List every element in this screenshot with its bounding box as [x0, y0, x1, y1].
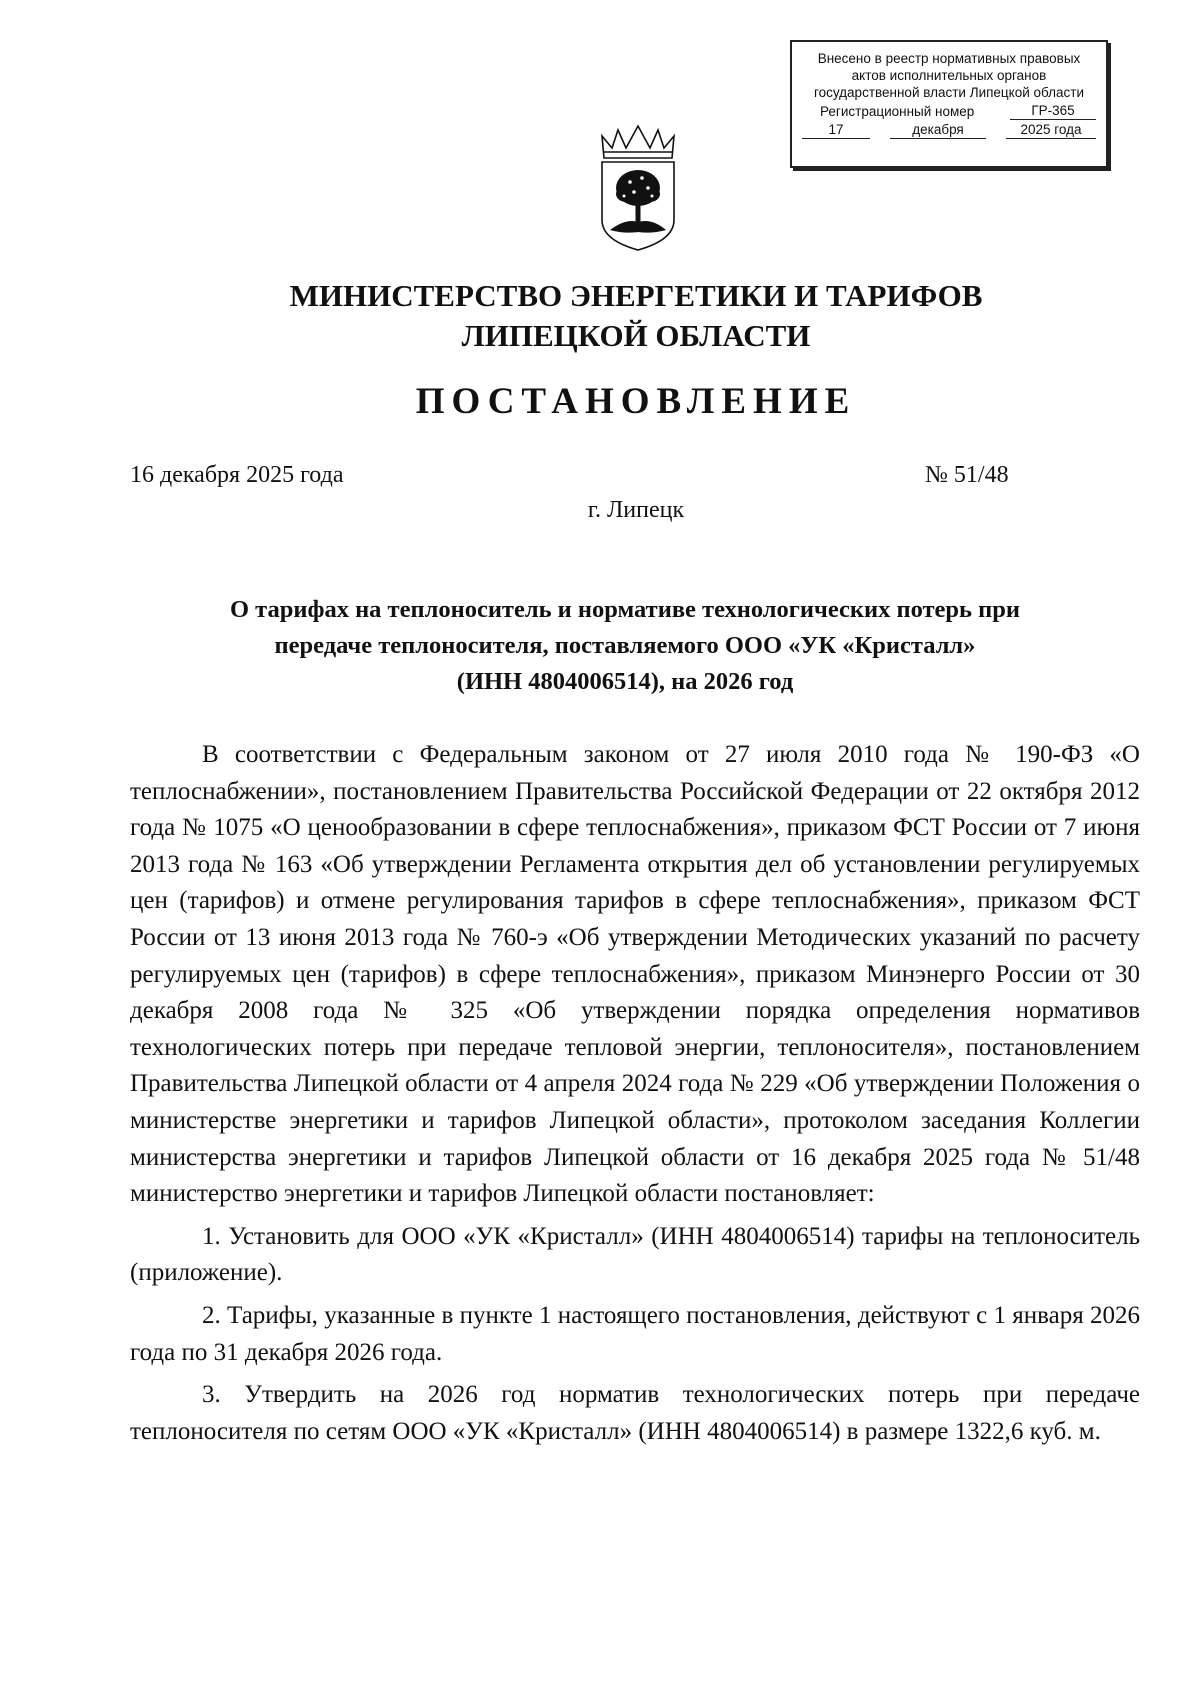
clause-3: 3. Утвердить на 2026 год норматив технологических потерь при передаче теплоносителя по сетям ООО «УК «Кристалл» (ИНН 4804006514) в размере 1322,6 куб. м.: [130, 1381, 1140, 1445]
stamp-reg-label: Регистрационный номер: [820, 104, 975, 119]
stamp-day: 17: [802, 121, 870, 139]
coat-of-arms-icon: [596, 122, 680, 252]
title-line-3: (ИНН 4804006514), на 2026 год: [456, 668, 794, 695]
stamp-reg-number: ГР-365: [1010, 102, 1096, 120]
document-number: № 51/48: [925, 462, 1009, 488]
stamp-line-3: государственной власти Липецкой области: [813, 85, 1085, 100]
stamp-line-1: Внесено в реестр нормативных правовых: [817, 51, 1081, 66]
stamp-reg-row: [802, 102, 1096, 120]
document-date: 16 декабря 2025 года: [130, 462, 344, 488]
ministry-line-1: МИНИСТЕРСТВО ЭНЕРГЕТИКИ И ТАРИФОВ: [289, 278, 983, 313]
stamp-month: декабря: [890, 121, 986, 139]
preamble-paragraph: В соответствии с Федеральным законом от 27 июля 2010 года № 190-ФЗ «О теплоснабжении», постановлением Правительства Российской Федерации от 22 октября 2012 года № 1075 «О ценообразовании в сфере теплоснабжения», приказом ФСТ России от 7 июня 2013 года № 163 «Об утверждении Регламента открытия дел об установлении регулируемых цен (тарифов) и отмене регулирования тарифов в сфере теплоснабжения», приказом ФСТ России от 13 июня 2013 года № 760-э «Об утверждении Методических указаний по расчету регулируемых цен (тарифов) в сфере теплоснабжения», приказом Минэнерго России от 30 декабря 2008 года № 325 «Об утверждении порядка определения нормативов технологических потерь при передаче тепловой энергии, теплоносителя», постановлением Правительства Липецкой области от 4 апреля 2024 года № 229 «Об утверждении Положения о министерстве энергетики и тарифов Липецкой области», протоколом заседания Коллегии министерства энергетики и тарифов Липецкой области от 16 декабря 2025 года № 51/48 министерство энергетики и тарифов Липецкой области постановляет:: [130, 741, 1140, 1208]
document-body: [130, 737, 1140, 1450]
clause-2: 2. Тарифы, указанные в пункте 1 настоящего постановления, действуют с 1 января 2026 года по 31 декабря 2026 года.: [130, 1301, 1140, 1366]
ministry-name: [0, 276, 1200, 356]
document-title: [130, 592, 1120, 700]
ministry-line-2: ЛИПЕЦКОЙ ОБЛАСТИ: [461, 318, 811, 353]
clause-1: 1. Установить для ООО «УК «Кристалл» (ИНН 4804006514) тарифы на теплоноситель (приложение).: [130, 1222, 1140, 1287]
stamp-date-row: [802, 121, 1096, 139]
stamp-line-2: актов исполнительных органов: [851, 68, 1047, 83]
document-city: г. Липецк: [587, 497, 685, 523]
stamp-year: 2025 года: [1006, 121, 1096, 139]
document-type: ПОСТАНОВЛЕНИЕ: [415, 381, 857, 422]
title-line-2: передаче теплоносителя, поставляемого ООО «УК «Кристалл»: [274, 632, 976, 659]
registry-stamp: [790, 40, 1108, 168]
title-line-1: О тарифах на теплоноситель и нормативе технологических потерь при: [229, 596, 1020, 623]
